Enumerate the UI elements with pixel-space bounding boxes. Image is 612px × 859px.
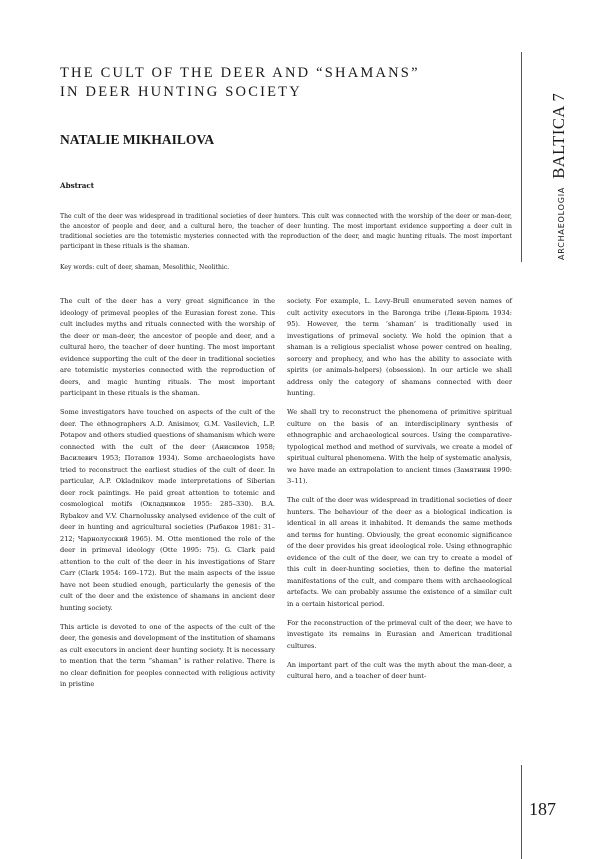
abstract-text: The cult of the deer was widespread in traditional societies of deer hunters. This cult was connected with the worship of the deer or man-deer, the ancestor of people and deer, and a cultural hero, the teacher of deer hunting. The most important evidence supporting a deer cult in traditional societies are the totemistic mysteries connected with the reproduction of the deer, and magic hunting rituals. The most important participant in these rituals is the shaman.: [60, 213, 512, 250]
body-paragraph: The cult of the deer was widespread in traditional societies of deer hunters. The behaviour of the deer as a biological indication is identical in all areas it inhabited. It demands the same methods and terms for hunting. Obviously, the great economic significance of the deer provides his great ideological role. Using ethnographic evidence of the cult of the deer, we can try to create a model of this cult in deer-hunting societies, then to define the material manifestations of the cult, and compare them with archaeological artefacts. We can probably assume the existence of a similar cult in a certain historical period.: [287, 496, 512, 608]
body-paragraph: For the reconstruction of the primeval cult of the deer, we have to investigate its remains in Eurasian and American traditional cultures.: [287, 618, 512, 650]
article-title: [60, 64, 480, 102]
journal-series-label: [549, 93, 569, 260]
body-paragraph: Some investigators have touched on aspects of the cult of the deer. The ethnographers A.D. Anisimov, G.M. Vasilevich, L.P. Potapov and others studied questions of shamanism which were connected with the cult of the deer (Анисимов 1958; Василевич 1953; Потапов 1934). Some archaeologists have tried to reconstruct the earliest studies of the cult of deer. In particular, A.P. Okladnikov made interpretations of Siberian deer rock paintings. He paid great attention to totemic and cosmological motifs (Окладников 1955: 285–330). B.A. Rybakov and V.V. Charnolussky analysed evidence of the cult of deer in hunting and agricultural societies (Рыбаков 1981: 31–212; Чарнолусский 1965). M. Otte mentioned the role of the deer in primeval ideology (Otte 1995: 75). G. Clark paid attention to the cult of the deer in his investigations of Starr Carr (Clark 1954: 169–172). But the main aspects of the issue have not been studied enough, particularly the genesis of the cult of the deer and the existence of shamans in ancient deer hunting society.: [60, 408, 275, 612]
body-column-left: [60, 296, 275, 698]
abstract-heading: Abstract: [60, 181, 95, 190]
page-number: 187: [529, 799, 556, 819]
author-name: NATALIE MIKHAILOVA: [60, 132, 215, 147]
title-line-2: IN DEER HUNTING SOCIETY: [60, 84, 302, 100]
body-paragraph: The cult of the deer has a very great significance in the ideology of primeval peoples of the Eurasian forest zone. This cult includes myths and rituals connected with the worship of the deer or man-deer, the ancestor of people and deer, and a cultural hero, the teacher of deer hunting. The most important evidence supporting the cult of the deer in traditional societies are totemistic mysteries connected with the reproduction of deers, and magic hunting rituals. The most important participant in these rituals is the shaman.: [60, 297, 275, 397]
body-column-right: [287, 296, 512, 690]
series-name-small: ARCHAEOLOGIA: [557, 186, 566, 260]
sidebar-rule-top: [521, 52, 522, 262]
body-paragraph: An important part of the cult was the myth about the man-deer, a cultural hero, and a teacher of deer hunt-: [287, 660, 512, 680]
body-paragraph: society. For example, L. Levy-Brull enumerated seven names of cult activity executors in the Baronga tribe (Леви-Брюль 1934: 95). However, the term ‘shaman’ is traditionally used in investigations of primeval society. We hold the opinion that a shaman is a religious specialist whose power centred on healing, sorcery and prophecy, and who has the ability to associate with spirits (or animals-helpers) (obsession). In our article we shall address only the category of shamans connected with deer hunting.: [287, 297, 512, 397]
series-name-big: BALTICA 7: [549, 92, 568, 179]
title-line-1: THE CULT OF THE DEER AND “SHAMANS”: [60, 65, 420, 81]
body-paragraph: We shall try to reconstruct the phenomena of primitive spiritual culture on the basis of an interdisciplinary synthesis of ethnographic and archaeological sources. Using the comparative-typological method and method of survivals, we create a model of spiritual cultural phenomena. With the help of systematic analysis, we have made an extrapolation to ancient times (Замятнин 1990: 3–11).: [287, 408, 512, 485]
keywords-line: Key words: cult of deer, shaman, Mesolithic, Neolithic.: [60, 264, 230, 271]
sidebar-rule-bottom: [521, 765, 522, 859]
body-paragraph: This article is devoted to one of the aspects of the cult of the deer, the genesis and development of the institution of shamans as cult executors in ancient deer hunting society. It is necessary to mention that the term “shaman” is rather relative. There is no clear definition for peoples connected with religious activity in pristine: [60, 622, 275, 688]
